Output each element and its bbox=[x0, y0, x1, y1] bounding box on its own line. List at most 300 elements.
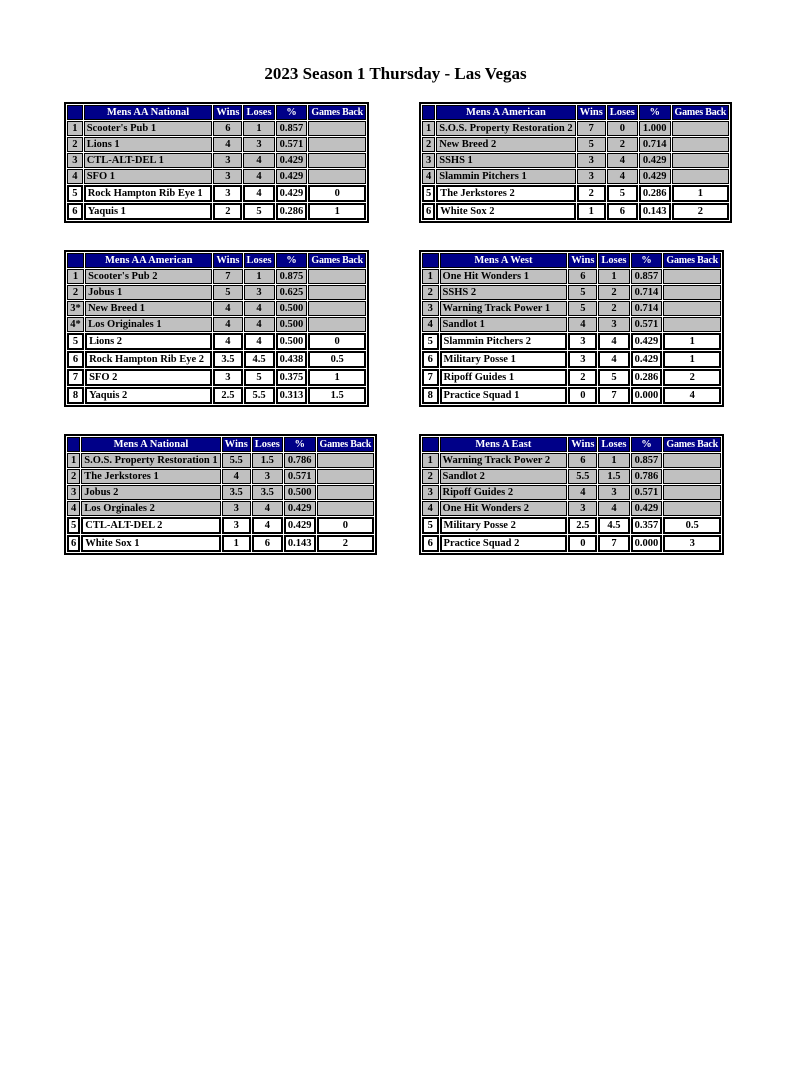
table-row bbox=[67, 269, 366, 284]
games-back-cell: 3 bbox=[663, 535, 721, 552]
games-back-cell bbox=[317, 501, 375, 516]
wins-cell: 6 bbox=[213, 121, 242, 136]
wins-cell: 3 bbox=[577, 153, 606, 168]
wins-cell: 5 bbox=[213, 285, 242, 300]
table-row bbox=[422, 351, 721, 368]
table-row bbox=[67, 317, 366, 332]
loses-cell: 5 bbox=[598, 369, 629, 386]
rank-cell: 3 bbox=[422, 301, 439, 316]
games-back-cell bbox=[308, 269, 366, 284]
loses-cell: 4 bbox=[598, 333, 629, 350]
loses-cell: 4 bbox=[598, 351, 629, 368]
rank-cell: 3* bbox=[67, 301, 84, 316]
games-back-cell: 1 bbox=[308, 369, 366, 386]
pct-column-header: % bbox=[276, 253, 308, 268]
wins-cell: 4 bbox=[568, 317, 597, 332]
team-name-cell: Ripoff Guides 2 bbox=[440, 485, 568, 500]
wins-column-header: Wins bbox=[213, 105, 242, 120]
table-row bbox=[422, 485, 721, 500]
loses-cell: 4 bbox=[252, 501, 283, 516]
games-back-cell bbox=[672, 137, 730, 152]
team-name-cell: Sandlot 2 bbox=[440, 469, 568, 484]
pct-cell: 0.313 bbox=[276, 387, 308, 404]
team-name-cell: New Breed 1 bbox=[85, 301, 212, 316]
pct-cell: 0.143 bbox=[284, 535, 316, 552]
games-back-column-header: Games Back bbox=[308, 105, 366, 120]
games-back-column-header: Games Back bbox=[663, 253, 721, 268]
games-back-cell bbox=[663, 269, 721, 284]
division-title: Mens A East bbox=[440, 437, 568, 452]
rank-cell: 1 bbox=[422, 453, 439, 468]
pct-cell: 0.625 bbox=[276, 285, 308, 300]
table-header-row bbox=[422, 105, 729, 120]
rank-cell: 4* bbox=[67, 317, 84, 332]
table-row bbox=[67, 453, 374, 468]
team-name-cell: Slammin Pitchers 1 bbox=[436, 169, 575, 184]
table-row bbox=[422, 469, 721, 484]
table-row bbox=[67, 517, 374, 534]
games-back-cell: 2 bbox=[672, 203, 730, 220]
pct-cell: 0.143 bbox=[639, 203, 671, 220]
games-back-cell: 1 bbox=[663, 351, 721, 368]
pct-cell: 0.429 bbox=[639, 169, 671, 184]
games-back-cell: 1 bbox=[672, 185, 730, 202]
pct-cell: 0.000 bbox=[631, 535, 663, 552]
page-title: 2023 Season 1 Thursday - Las Vegas bbox=[264, 64, 527, 83]
rank-cell: 6 bbox=[422, 203, 435, 220]
table-row bbox=[422, 185, 729, 202]
loses-column-header: Loses bbox=[598, 253, 629, 268]
rank-cell: 5 bbox=[67, 185, 83, 202]
rank-cell: 5 bbox=[422, 517, 439, 534]
wins-column-header: Wins bbox=[222, 437, 251, 452]
loses-cell: 1 bbox=[244, 269, 275, 284]
tables-grid bbox=[64, 102, 791, 555]
pct-cell: 0.857 bbox=[631, 453, 663, 468]
loses-cell: 3 bbox=[598, 485, 629, 500]
table-row bbox=[422, 137, 729, 152]
wins-cell: 4 bbox=[222, 469, 251, 484]
wins-cell: 3.5 bbox=[213, 351, 242, 368]
pct-cell: 0.857 bbox=[631, 269, 663, 284]
wins-column-header: Wins bbox=[568, 253, 597, 268]
team-name-cell: Los Originales 1 bbox=[85, 317, 212, 332]
rank-cell: 8 bbox=[67, 387, 84, 404]
pct-cell: 0.429 bbox=[276, 169, 308, 184]
loses-cell: 4 bbox=[244, 301, 275, 316]
team-name-cell: White Sox 1 bbox=[81, 535, 220, 552]
loses-cell: 1 bbox=[598, 453, 629, 468]
pct-cell: 0.429 bbox=[631, 333, 663, 350]
games-back-cell: 1 bbox=[663, 333, 721, 350]
wins-cell: 2 bbox=[577, 185, 606, 202]
table-row bbox=[422, 169, 729, 184]
team-name-cell: S.O.S. Property Restoration 1 bbox=[81, 453, 220, 468]
team-name-cell: White Sox 2 bbox=[436, 203, 575, 220]
table-row bbox=[67, 469, 374, 484]
wins-cell: 3 bbox=[568, 351, 597, 368]
loses-cell: 5 bbox=[607, 185, 638, 202]
team-name-cell: CTL-ALT-DEL 2 bbox=[81, 517, 220, 534]
games-back-cell bbox=[317, 485, 375, 500]
wins-cell: 2 bbox=[213, 203, 242, 220]
team-name-cell: New Breed 2 bbox=[436, 137, 575, 152]
pct-cell: 0.429 bbox=[284, 517, 316, 534]
wins-cell: 5 bbox=[577, 137, 606, 152]
games-back-cell bbox=[663, 453, 721, 468]
rank-cell: 3 bbox=[422, 485, 439, 500]
pct-cell: 0.714 bbox=[631, 301, 663, 316]
table-row bbox=[67, 153, 366, 168]
table-row bbox=[422, 453, 721, 468]
rank-cell: 1 bbox=[67, 269, 84, 284]
games-back-cell: 0 bbox=[308, 333, 366, 350]
standings-table bbox=[419, 250, 724, 407]
rank-cell: 2 bbox=[422, 469, 439, 484]
wins-cell: 2.5 bbox=[568, 517, 597, 534]
division-title: Mens AA American bbox=[85, 253, 212, 268]
rank-cell: 1 bbox=[422, 121, 435, 136]
pct-cell: 0.429 bbox=[631, 351, 663, 368]
loses-cell: 4 bbox=[243, 185, 274, 202]
wins-cell: 5.5 bbox=[568, 469, 597, 484]
rank-cell: 3 bbox=[67, 153, 83, 168]
games-back-cell bbox=[663, 469, 721, 484]
rank-cell: 6 bbox=[67, 535, 80, 552]
loses-cell: 3 bbox=[252, 469, 283, 484]
wins-cell: 7 bbox=[213, 269, 242, 284]
loses-cell: 4.5 bbox=[598, 517, 629, 534]
table-row bbox=[422, 153, 729, 168]
loses-cell: 4 bbox=[607, 153, 638, 168]
games-back-cell bbox=[308, 301, 366, 316]
rank-column-header bbox=[422, 253, 439, 268]
pct-cell: 0.857 bbox=[276, 121, 308, 136]
rank-column-header bbox=[422, 437, 439, 452]
pct-cell: 0.786 bbox=[284, 453, 316, 468]
games-back-cell bbox=[308, 285, 366, 300]
games-back-cell: 0 bbox=[317, 517, 375, 534]
team-name-cell: Slammin Pitchers 2 bbox=[440, 333, 568, 350]
wins-cell: 4 bbox=[213, 137, 242, 152]
table-row bbox=[422, 317, 721, 332]
table-row bbox=[67, 169, 366, 184]
pct-cell: 0.714 bbox=[631, 285, 663, 300]
pct-cell: 0.286 bbox=[639, 185, 671, 202]
games-back-cell bbox=[308, 169, 366, 184]
table-row bbox=[67, 369, 366, 386]
team-name-cell: Jobus 1 bbox=[85, 285, 212, 300]
standings-table bbox=[419, 434, 724, 555]
team-name-cell: Military Posse 2 bbox=[440, 517, 568, 534]
wins-cell: 7 bbox=[577, 121, 606, 136]
division-title: Mens A American bbox=[436, 105, 575, 120]
pct-cell: 0.500 bbox=[276, 317, 308, 332]
wins-cell: 1 bbox=[222, 535, 251, 552]
wins-cell: 4 bbox=[213, 333, 242, 350]
games-back-column-header: Games Back bbox=[308, 253, 366, 268]
table-row bbox=[422, 387, 721, 404]
games-back-cell bbox=[663, 501, 721, 516]
rank-cell: 6 bbox=[422, 351, 439, 368]
rank-cell: 2 bbox=[422, 137, 435, 152]
team-name-cell: Practice Squad 1 bbox=[440, 387, 568, 404]
table-row bbox=[67, 185, 366, 202]
table-row bbox=[422, 121, 729, 136]
division-title: Mens AA National bbox=[84, 105, 213, 120]
wins-cell: 1 bbox=[577, 203, 606, 220]
rank-cell: 5 bbox=[67, 333, 84, 350]
wins-cell: 3 bbox=[213, 185, 242, 202]
loses-column-header: Loses bbox=[607, 105, 638, 120]
loses-cell: 4 bbox=[244, 333, 275, 350]
games-back-cell bbox=[663, 301, 721, 316]
wins-cell: 3 bbox=[213, 169, 242, 184]
loses-cell: 2 bbox=[598, 285, 629, 300]
loses-cell: 1 bbox=[243, 121, 274, 136]
table-header-row bbox=[422, 253, 721, 268]
pct-column-header: % bbox=[631, 437, 663, 452]
rank-cell: 1 bbox=[67, 453, 80, 468]
wins-cell: 3 bbox=[213, 369, 242, 386]
pct-cell: 0.875 bbox=[276, 269, 308, 284]
wins-cell: 3 bbox=[568, 333, 597, 350]
wins-cell: 5.5 bbox=[222, 453, 251, 468]
wins-cell: 3 bbox=[213, 153, 242, 168]
table-header-row bbox=[67, 437, 374, 452]
pct-cell: 0.429 bbox=[631, 501, 663, 516]
team-name-cell: Yaquis 2 bbox=[85, 387, 212, 404]
loses-cell: 4 bbox=[252, 517, 283, 534]
rank-column-header bbox=[67, 105, 83, 120]
rank-cell: 2 bbox=[422, 285, 439, 300]
games-back-cell bbox=[663, 485, 721, 500]
games-back-cell bbox=[672, 169, 730, 184]
wins-cell: 3 bbox=[577, 169, 606, 184]
wins-cell: 6 bbox=[568, 269, 597, 284]
team-name-cell: SFO 1 bbox=[84, 169, 213, 184]
team-name-cell: SFO 2 bbox=[85, 369, 212, 386]
rank-cell: 2 bbox=[67, 469, 80, 484]
table-row bbox=[67, 137, 366, 152]
pct-cell: 0.357 bbox=[631, 517, 663, 534]
rank-cell: 4 bbox=[422, 317, 439, 332]
pct-cell: 0.571 bbox=[631, 317, 663, 332]
table-row bbox=[67, 285, 366, 300]
rank-cell: 3 bbox=[67, 485, 80, 500]
loses-column-header: Loses bbox=[243, 105, 274, 120]
wins-cell: 3 bbox=[222, 517, 251, 534]
games-back-cell: 0.5 bbox=[663, 517, 721, 534]
wins-cell: 6 bbox=[568, 453, 597, 468]
team-name-cell: Rock Hampton Rib Eye 1 bbox=[84, 185, 213, 202]
table-row bbox=[67, 535, 374, 552]
loses-cell: 2 bbox=[598, 301, 629, 316]
wins-cell: 3 bbox=[222, 501, 251, 516]
rank-column-header bbox=[422, 105, 435, 120]
games-back-cell bbox=[317, 453, 375, 468]
team-name-cell: Scooter's Pub 1 bbox=[84, 121, 213, 136]
rank-cell: 4 bbox=[67, 501, 80, 516]
games-back-column-header: Games Back bbox=[672, 105, 730, 120]
loses-cell: 3 bbox=[244, 285, 275, 300]
wins-cell: 4 bbox=[568, 485, 597, 500]
wins-column-header: Wins bbox=[568, 437, 597, 452]
games-back-column-header: Games Back bbox=[317, 437, 375, 452]
pct-cell: 0.571 bbox=[276, 137, 308, 152]
division-title: Mens A National bbox=[81, 437, 220, 452]
loses-cell: 7 bbox=[598, 535, 629, 552]
games-back-cell: 0.5 bbox=[308, 351, 366, 368]
table-row bbox=[422, 301, 721, 316]
rank-cell: 4 bbox=[67, 169, 83, 184]
games-back-cell: 2 bbox=[663, 369, 721, 386]
rank-cell: 5 bbox=[422, 333, 439, 350]
pct-cell: 0.286 bbox=[631, 369, 663, 386]
loses-column-header: Loses bbox=[252, 437, 283, 452]
table-row bbox=[67, 333, 366, 350]
loses-cell: 0 bbox=[607, 121, 638, 136]
loses-cell: 6 bbox=[252, 535, 283, 552]
pct-column-header: % bbox=[639, 105, 671, 120]
rank-column-header bbox=[67, 437, 80, 452]
table-row bbox=[67, 387, 366, 404]
games-back-cell: 2 bbox=[317, 535, 375, 552]
standings-table bbox=[64, 102, 369, 223]
wins-column-header: Wins bbox=[213, 253, 242, 268]
team-name-cell: Lions 2 bbox=[85, 333, 212, 350]
team-name-cell: Sandlot 1 bbox=[440, 317, 568, 332]
table-row bbox=[67, 351, 366, 368]
pct-cell: 0.429 bbox=[276, 153, 308, 168]
rank-cell: 1 bbox=[422, 269, 439, 284]
games-back-cell bbox=[317, 469, 375, 484]
standings-table bbox=[419, 102, 732, 223]
team-name-cell: The Jerkstores 2 bbox=[436, 185, 575, 202]
table-row bbox=[422, 203, 729, 220]
team-name-cell: Scooter's Pub 2 bbox=[85, 269, 212, 284]
games-back-cell bbox=[663, 317, 721, 332]
pct-cell: 0.429 bbox=[284, 501, 316, 516]
games-back-cell bbox=[308, 153, 366, 168]
rank-cell: 6 bbox=[67, 351, 84, 368]
loses-cell: 4 bbox=[598, 501, 629, 516]
rank-cell: 4 bbox=[422, 169, 435, 184]
team-name-cell: Ripoff Guides 1 bbox=[440, 369, 568, 386]
wins-cell: 5 bbox=[568, 285, 597, 300]
pct-column-header: % bbox=[284, 437, 316, 452]
rank-cell: 8 bbox=[422, 387, 439, 404]
pct-cell: 0.714 bbox=[639, 137, 671, 152]
pct-cell: 0.786 bbox=[631, 469, 663, 484]
games-back-cell: 1.5 bbox=[308, 387, 366, 404]
rank-cell: 4 bbox=[422, 501, 439, 516]
loses-cell: 5.5 bbox=[244, 387, 275, 404]
loses-cell: 4 bbox=[244, 317, 275, 332]
team-name-cell: Yaquis 1 bbox=[84, 203, 213, 220]
loses-cell: 1.5 bbox=[598, 469, 629, 484]
games-back-cell bbox=[308, 137, 366, 152]
team-name-cell: Warning Track Power 1 bbox=[440, 301, 568, 316]
pct-cell: 0.500 bbox=[284, 485, 316, 500]
table-row bbox=[422, 333, 721, 350]
table-row bbox=[422, 285, 721, 300]
team-name-cell: The Jerkstores 1 bbox=[81, 469, 220, 484]
pct-cell: 0.375 bbox=[276, 369, 308, 386]
wins-cell: 0 bbox=[568, 387, 597, 404]
pct-cell: 0.571 bbox=[284, 469, 316, 484]
team-name-cell: Warning Track Power 2 bbox=[440, 453, 568, 468]
team-name-cell: Lions 1 bbox=[84, 137, 213, 152]
games-back-column-header: Games Back bbox=[663, 437, 721, 452]
loses-cell: 6 bbox=[607, 203, 638, 220]
wins-column-header: Wins bbox=[577, 105, 606, 120]
pct-cell: 0.000 bbox=[631, 387, 663, 404]
pct-cell: 0.500 bbox=[276, 301, 308, 316]
loses-cell: 4 bbox=[607, 169, 638, 184]
table-row bbox=[67, 485, 374, 500]
standings-table bbox=[64, 434, 377, 555]
table-header-row bbox=[67, 105, 366, 120]
rank-cell: 1 bbox=[67, 121, 83, 136]
loses-cell: 7 bbox=[598, 387, 629, 404]
division-title: Mens A West bbox=[440, 253, 568, 268]
pct-cell: 0.286 bbox=[276, 203, 308, 220]
games-back-cell bbox=[663, 285, 721, 300]
table-row bbox=[67, 501, 374, 516]
pct-cell: 0.500 bbox=[276, 333, 308, 350]
loses-cell: 4 bbox=[243, 153, 274, 168]
loses-cell: 1 bbox=[598, 269, 629, 284]
loses-column-header: Loses bbox=[598, 437, 629, 452]
games-back-cell bbox=[308, 317, 366, 332]
pct-column-header: % bbox=[631, 253, 663, 268]
wins-cell: 4 bbox=[213, 317, 242, 332]
wins-cell: 3.5 bbox=[222, 485, 251, 500]
table-header-row bbox=[422, 437, 721, 452]
table-row bbox=[67, 301, 366, 316]
wins-cell: 0 bbox=[568, 535, 597, 552]
pct-cell: 1.000 bbox=[639, 121, 671, 136]
loses-cell: 2 bbox=[607, 137, 638, 152]
loses-cell: 5 bbox=[244, 369, 275, 386]
pct-cell: 0.571 bbox=[631, 485, 663, 500]
rank-cell: 5 bbox=[422, 185, 435, 202]
table-header-row bbox=[67, 253, 366, 268]
team-name-cell: SSHS 2 bbox=[440, 285, 568, 300]
loses-cell: 3 bbox=[243, 137, 274, 152]
loses-cell: 1.5 bbox=[252, 453, 283, 468]
table-row bbox=[422, 269, 721, 284]
loses-cell: 3 bbox=[598, 317, 629, 332]
table-row bbox=[422, 517, 721, 534]
team-name-cell: CTL-ALT-DEL 1 bbox=[84, 153, 213, 168]
wins-cell: 3 bbox=[568, 501, 597, 516]
table-row bbox=[422, 501, 721, 516]
pct-cell: 0.438 bbox=[276, 351, 308, 368]
rank-cell: 7 bbox=[422, 369, 439, 386]
rank-column-header bbox=[67, 253, 84, 268]
wins-cell: 5 bbox=[568, 301, 597, 316]
rank-cell: 2 bbox=[67, 137, 83, 152]
wins-cell: 2 bbox=[568, 369, 597, 386]
team-name-cell: SSHS 1 bbox=[436, 153, 575, 168]
pct-cell: 0.429 bbox=[276, 185, 308, 202]
rank-cell: 3 bbox=[422, 153, 435, 168]
team-name-cell: One Hit Wonders 1 bbox=[440, 269, 568, 284]
loses-cell: 5 bbox=[243, 203, 274, 220]
team-name-cell: One Hit Wonders 2 bbox=[440, 501, 568, 516]
